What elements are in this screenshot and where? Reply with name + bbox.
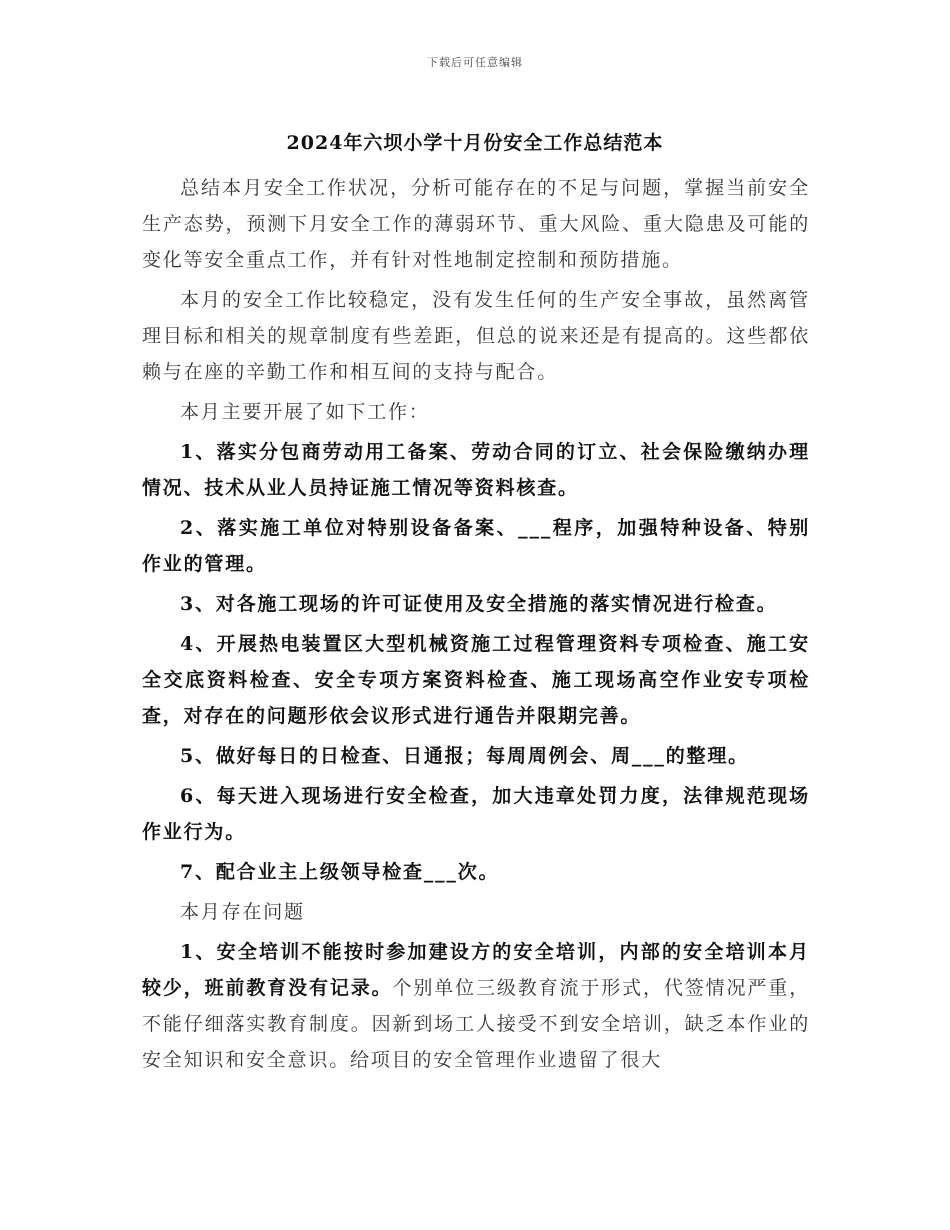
- work-item-7: 7、配合业主上级领导检查___次。: [180, 861, 500, 883]
- work-item-5: 5、做好每日的日检查、日通报；每周周例会、周___的整理。: [180, 745, 749, 767]
- header-note: 下载后可任意编辑: [427, 56, 523, 69]
- paragraph-status: 本月的安全工作比较稳定，没有发生任何的生产安全事故，虽然离管理目标和相关的规章制度有些差距，但总的说来还是有提高的。这些都依赖与在座的辛勤工作和相互间的支持与配合。: [142, 289, 810, 383]
- issue-item-1-plain: 个别单位三级教育流于形式，代签情况严重，不能仔细落实教育制度。因新到场工人接受不到安全培训，缺乏本作业的安全知识和安全意识。给项目的安全管理作业遗留了很大: [142, 977, 810, 1071]
- paragraph-intro: 总结本月安全工作状况，分析可能存在的不足与问题，掌握当前安全生产态势，预测下月安全工作的薄弱环节、重大风险、重大隐患及可能的变化等安全重点工作，并有针对性地制定控制和预防措施。: [142, 177, 810, 271]
- work-item-3: 3、对各施工现场的许可证使用及安全措施的落实情况进行检查。: [180, 593, 778, 615]
- work-item-1: 1、落实分包商劳动用工备案、劳动合同的订立、社会保险缴纳办理情况、技术从业人员持证施工情况等资料核查。: [142, 441, 810, 499]
- work-item-2: 2、落实施工单位对特别设备备案、___程序，加强特种设备、特别作业的管理。: [142, 517, 810, 575]
- document-title: 2024年六坝小学十月份安全工作总结范本: [286, 132, 664, 154]
- paragraph-work-heading: 本月主要开展了如下工作：: [180, 401, 430, 423]
- issue-item-1: [142, 934, 810, 1078]
- issue-item-1-bold: 1、安全培训不能按时参加建设方的安全培训，内部的安全培训本月较少，班前教育没有记录。: [142, 941, 810, 999]
- document-body: [142, 170, 810, 1078]
- work-item-4: 4、开展热电装置区大型机械资施工过程管理资料专项检查、施工安全交底资料检查、安全专项方案资料检查、施工现场高空作业安专项检查，对存在的问题形依会议形式进行通告并限期完善。: [142, 633, 810, 727]
- work-item-6: 6、每天进入现场进行安全检查，加大违章处罚力度，法律规范现场作业行为。: [142, 785, 810, 843]
- paragraph-issues-heading: 本月存在问题: [180, 901, 305, 923]
